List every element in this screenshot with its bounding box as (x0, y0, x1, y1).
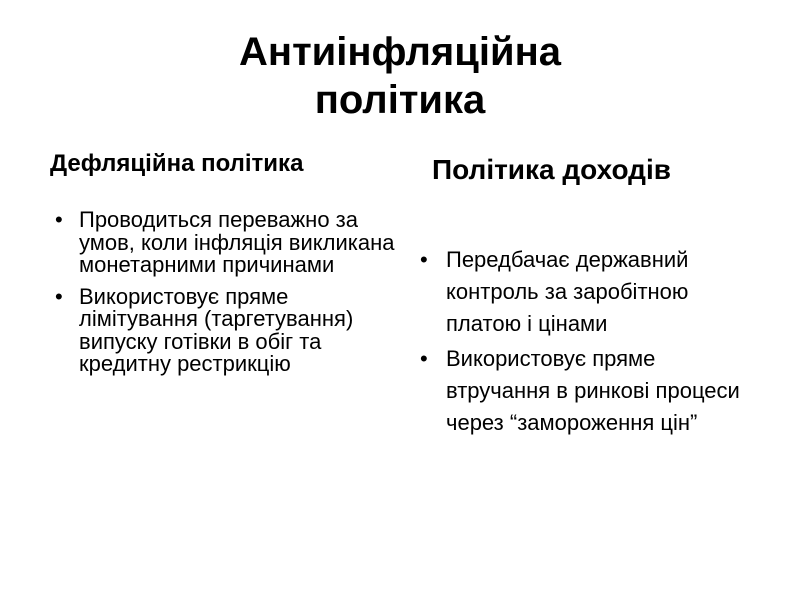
right-bullet-list (418, 244, 758, 442)
right-bullet-item: • Передбачає державний контроль за заробітною платою і цінами (418, 244, 758, 340)
right-column-heading: Політика доходів (432, 154, 671, 185)
right-bullet-item: • Використовує пряме втручання в ринкові процеси через “замороження цін” (418, 343, 758, 439)
left-bullet-list (55, 209, 395, 385)
slide-title-line-1: Антиінфляційна (239, 30, 561, 74)
left-bullet-item: • Використовує пряме лімітування (таргетування) випуску готівки в обіг та кредитну рестрикцію (55, 286, 395, 376)
left-bullet-item: • Проводиться переважно за умов, коли інфляція викликана монетарними причинами (55, 209, 395, 277)
slide-title (0, 28, 800, 124)
slide-title-line-2: політика (314, 78, 486, 122)
left-column-heading: Дефляційна політика (50, 150, 304, 177)
